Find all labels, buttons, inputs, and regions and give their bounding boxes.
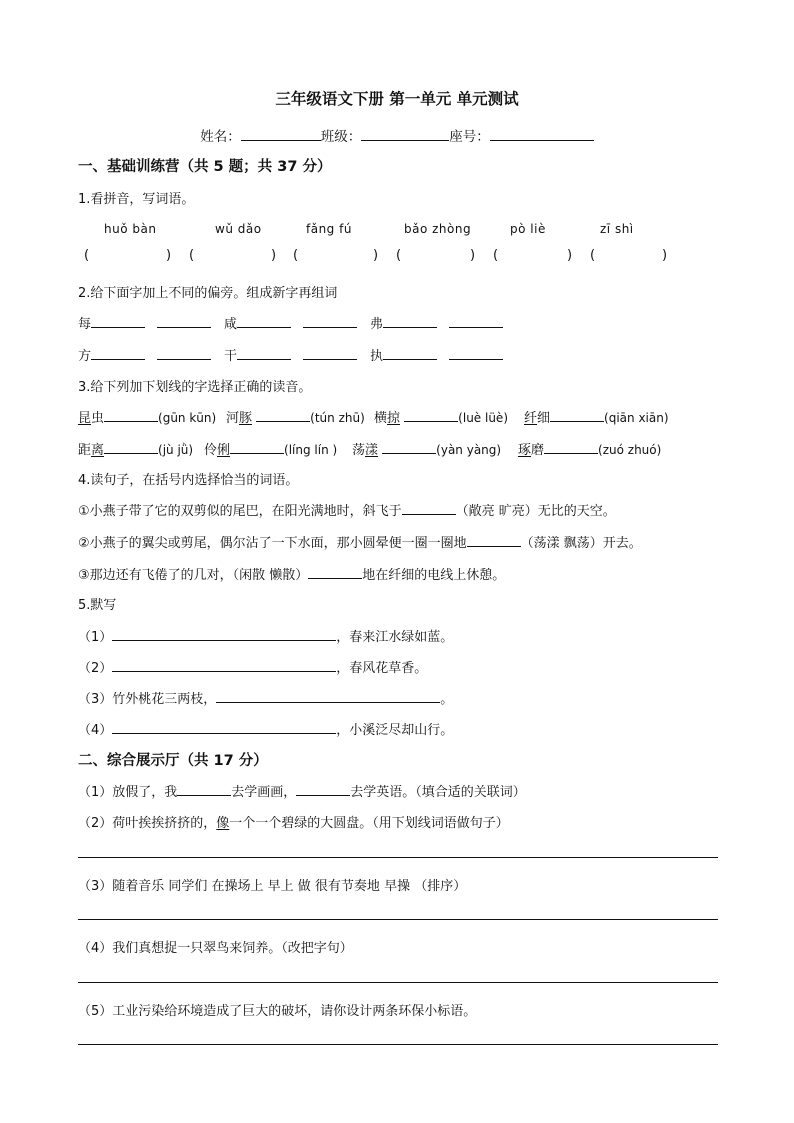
q5-text: ，春来江水绿如蓝。 <box>336 630 454 645</box>
q5-blank[interactable] <box>112 658 336 672</box>
paren-close: ) <box>567 248 573 263</box>
class-blank[interactable] <box>361 127 449 141</box>
q5-line-1 <box>78 626 453 645</box>
q4-prompt: 4.读句子，在括号内选择恰当的词语。 <box>78 473 299 488</box>
q5-line-3 <box>78 688 453 707</box>
q3-blank[interactable] <box>544 440 598 454</box>
q4-s2-text: ②小燕子的翼尖或剪尾，偶尔沾了一下水面，那小圆晕便一圈一圈地 <box>78 536 467 551</box>
q1-pinyin-row <box>0 222 794 238</box>
q3-word: 细 <box>537 411 551 426</box>
q3-blank[interactable] <box>104 440 158 454</box>
q3-blank[interactable] <box>382 440 436 454</box>
q3-blank[interactable] <box>404 408 458 422</box>
q1-answer-row <box>0 248 794 266</box>
q3-word: 虫 <box>91 411 105 426</box>
class-label: 班级： <box>320 129 362 145</box>
q2-blank[interactable] <box>91 314 145 328</box>
paren-open: ( <box>590 248 596 263</box>
q3-word: 荡 <box>352 443 366 458</box>
q3-word: 河 <box>226 411 240 426</box>
paren-close: ) <box>373 248 379 263</box>
q3-prompt: 3.给下列加下划线的字选择正确的读音。 <box>78 380 312 395</box>
q4-s3-text: ③那边还有飞倦了的几对，（闲散 懒散） <box>78 568 309 583</box>
q3-row-2 <box>78 439 661 458</box>
q3-blank[interactable] <box>550 408 604 422</box>
q3-word-underlined: 豚 <box>239 411 253 426</box>
pinyin-2: wǔ dǎo <box>215 222 262 236</box>
q2-char: 弗 <box>370 317 384 332</box>
q2-blank[interactable] <box>449 314 503 328</box>
q2-char: 方 <box>78 349 92 364</box>
q5-line-2 <box>78 657 427 676</box>
q3-word: 横 <box>374 411 388 426</box>
answer-line[interactable] <box>78 919 718 920</box>
q5-blank[interactable] <box>112 720 336 734</box>
pinyin-5: pò liè <box>510 222 546 236</box>
q4-s1-options: （敞亮 旷亮）无比的天空。 <box>455 504 616 519</box>
paren-open: ( <box>293 248 299 263</box>
paren-open: ( <box>493 248 499 263</box>
section-2-heading: 二、综合展示厅（共 17 分） <box>78 753 268 769</box>
q4-blank[interactable] <box>402 501 456 515</box>
q5-prompt: 5.默写 <box>78 598 117 613</box>
q4-sentence-2 <box>78 532 642 551</box>
q3-options: (yàn yàng) <box>436 443 502 457</box>
q2-char: 每 <box>78 317 92 332</box>
q3-options: (líng lín ) <box>284 443 338 457</box>
s2-q4: （4）我们真想捉一只翠鸟来饲养。（改把字句） <box>78 941 353 956</box>
answer-line[interactable] <box>78 982 718 983</box>
q4-s2-options: （荡漾 飘荡）开去。 <box>520 536 642 551</box>
paren-close: ) <box>271 248 277 263</box>
s2-q2 <box>78 812 509 831</box>
q5-num: （4） <box>78 723 113 738</box>
q2-blank[interactable] <box>303 314 357 328</box>
q3-blank[interactable] <box>104 408 158 422</box>
q3-row-1 <box>78 407 669 426</box>
page-title: 三年级语文下册 第一单元 单元测试 <box>275 90 519 108</box>
s2-q3: （3）随着音乐 同学们 在操场上 早上 做 很有节奏地 早操 （排序） <box>78 879 467 894</box>
q4-blank[interactable] <box>308 565 362 579</box>
q3-word-underlined: 漾 <box>365 443 379 458</box>
answer-line[interactable] <box>78 1044 718 1045</box>
q4-blank[interactable] <box>467 533 521 547</box>
paren-open: ( <box>84 248 90 263</box>
q5-blank[interactable] <box>216 689 440 703</box>
q3-options: (tún zhū) <box>310 411 365 425</box>
s2-q2-text: （2）荷叶挨挨挤挤的， <box>78 816 217 831</box>
q1-prompt: 1.看拼音，写词语。 <box>78 192 195 207</box>
s2-q1-blank[interactable] <box>296 782 350 796</box>
name-label: 姓名： <box>200 129 241 145</box>
q3-word: 磨 <box>531 443 545 458</box>
q3-blank[interactable] <box>230 440 284 454</box>
q3-word-underlined: 离 <box>91 443 105 458</box>
pinyin-3: fǎng fú <box>306 222 352 236</box>
q2-char: 干 <box>224 349 238 364</box>
q3-word: 伶 <box>204 443 218 458</box>
s2-q5: （5）工业污染给环境造成了巨大的破坏，请你设计两条环保小标语。 <box>78 1004 477 1019</box>
s2-q1-text: （1）放假了，我 <box>78 785 178 800</box>
paren-close: ) <box>662 248 668 263</box>
student-info-line <box>0 125 794 145</box>
q2-blank[interactable] <box>449 346 503 360</box>
seat-blank[interactable] <box>490 127 594 141</box>
q5-text: ，春风花草香。 <box>336 661 428 676</box>
q3-word-underlined: 掠 <box>387 411 401 426</box>
pinyin-4: bǎo zhòng <box>404 222 472 236</box>
name-blank[interactable] <box>241 127 321 141</box>
paren-close: ) <box>166 248 172 263</box>
q2-blank[interactable] <box>383 314 437 328</box>
q5-num: （2） <box>78 661 113 676</box>
q3-options: (luè lüè) <box>458 411 508 425</box>
q3-word-underlined: 纤 <box>524 411 538 426</box>
q3-word-underlined: 俐 <box>217 443 231 458</box>
q2-prompt: 2.给下面字加上不同的偏旁。组成新字再组词 <box>78 286 338 301</box>
pinyin-1: huǒ bàn <box>104 222 157 236</box>
q2-blank[interactable] <box>157 314 211 328</box>
q5-text: 。 <box>440 692 454 707</box>
s2-q1-text: 去学英语。（填合适的关联词） <box>350 785 526 800</box>
seat-label: 座号： <box>449 129 490 145</box>
q2-row-1 <box>78 313 503 332</box>
paren-open: ( <box>396 248 402 263</box>
q2-blank[interactable] <box>157 346 211 360</box>
q4-s1-text: ①小燕子带了它的双剪似的尾巴，在阳光满地时，斜飞于 <box>78 504 402 519</box>
q5-text: ，小溪泛尽却山行。 <box>336 723 454 738</box>
paren-close: ) <box>470 248 476 263</box>
q2-blank[interactable] <box>383 346 437 360</box>
q2-blank[interactable] <box>237 346 291 360</box>
q2-blank[interactable] <box>303 346 357 360</box>
s2-q1-text: 去学画画， <box>231 785 297 800</box>
q2-blank[interactable] <box>237 314 291 328</box>
q2-char: 咸 <box>224 317 238 332</box>
q4-sentence-1 <box>78 500 616 519</box>
q3-word-underlined: 琢 <box>518 443 532 458</box>
q3-blank[interactable] <box>256 408 310 422</box>
q2-row-2 <box>78 345 503 364</box>
q3-word: 距 <box>78 443 92 458</box>
paren-open: ( <box>189 248 195 263</box>
q5-blank[interactable] <box>112 627 336 641</box>
q3-options: (qiān xiān) <box>604 411 669 425</box>
q3-word-underlined: 昆 <box>78 411 92 426</box>
q4-sentence-3 <box>78 564 505 583</box>
q3-options: (jù jǜ) <box>158 443 194 457</box>
q5-num: （1） <box>78 630 113 645</box>
s2-q2-text: 一个一个碧绿的大圆盘。（用下划线词语做句子） <box>229 816 509 831</box>
s2-q1 <box>78 781 526 800</box>
s2-q1-blank[interactable] <box>177 782 231 796</box>
q2-char: 执 <box>370 349 384 364</box>
answer-line[interactable] <box>78 857 718 858</box>
pinyin-6: zī shì <box>600 222 634 236</box>
q3-options: (zuó zhuó) <box>598 443 662 457</box>
q5-text: （3）竹外桃花三两枝， <box>78 692 217 707</box>
q4-s3-rest: 地在纤细的电线上休憩。 <box>362 568 506 583</box>
section-1-heading: 一、基础训练营（共 5 题；共 37 分） <box>78 159 332 175</box>
s2-q2-underlined-word: 像 <box>216 816 230 831</box>
q5-line-4 <box>78 719 453 738</box>
q2-blank[interactable] <box>91 346 145 360</box>
q3-options: (gūn kūn) <box>158 411 217 425</box>
